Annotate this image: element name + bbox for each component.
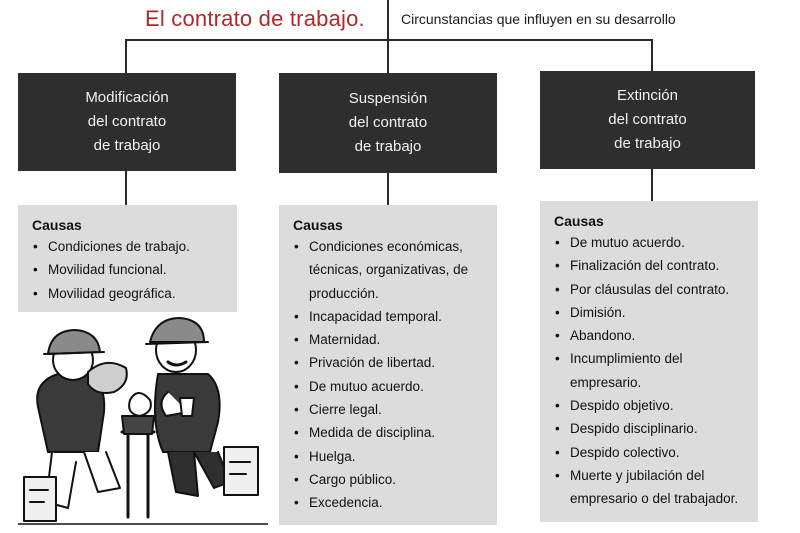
causes-label: Causas: [554, 213, 604, 229]
list-item: técnicas, organizativas, de: [309, 262, 469, 278]
connector-center: [387, 39, 389, 74]
list-item: • De mutuo acuerdo.: [293, 375, 489, 398]
list-item: • Huelga.: [293, 445, 489, 468]
heading-suspension: [279, 73, 497, 173]
heading-modificacion: [18, 73, 236, 171]
list-item: • Movilidad funcional.: [32, 258, 229, 281]
diagram-title: El contrato de trabajo.: [145, 6, 365, 31]
heading-line: del contrato: [348, 114, 428, 131]
heading-line: Extinción: [617, 87, 678, 104]
heading-line: de trabajo: [354, 138, 422, 155]
workers-illustration: [18, 312, 268, 527]
diagram-subtitle: Circunstancias que influyen en su desarrollo: [401, 11, 676, 27]
list-item: producción.: [309, 285, 379, 301]
list-item: • Incapacidad temporal.: [293, 305, 489, 328]
connector-left: [125, 39, 127, 74]
heading-line: de trabajo: [93, 137, 161, 154]
list-item: • Abandono.: [554, 324, 750, 347]
connector-right-down: [651, 168, 653, 202]
list-item: • Medida de disciplina.: [293, 421, 489, 444]
causes-panel-suspension: [279, 205, 497, 525]
list-item: • Cargo público.: [293, 468, 489, 491]
list-item: • Despido disciplinario.: [554, 417, 750, 440]
list-item: empresario o del trabajador.: [570, 491, 739, 507]
list-item: • Condiciones de trabajo.: [32, 235, 229, 258]
list-item: • Dimisión.: [554, 301, 750, 324]
list-item: • Excedencia.: [293, 491, 489, 514]
causes-list: [32, 235, 229, 305]
causes-list: [554, 231, 750, 511]
heading-line: de trabajo: [614, 135, 681, 152]
list-item: • Movilidad geográfica.: [32, 282, 229, 305]
list-item: • De mutuo acuerdo.: [554, 231, 750, 254]
list-item: • Muerte y jubilación del: [554, 464, 750, 487]
list-item: • Maternidad.: [293, 328, 489, 351]
causes-label: Causas: [32, 217, 82, 233]
list-item: • Despido colectivo.: [554, 441, 750, 464]
connector-center-down: [387, 172, 389, 206]
connector-right: [651, 39, 653, 72]
list-item: empresario.: [570, 374, 642, 390]
heading-line: del contrato: [608, 111, 687, 128]
list-item: • Cierre legal.: [293, 398, 489, 421]
causes-panel-modificacion: [18, 205, 237, 315]
title-separator: [387, 0, 389, 40]
causes-list: [293, 235, 489, 515]
list-item: • Despido objetivo.: [554, 394, 750, 417]
list-item: • Incumplimiento del: [554, 347, 750, 370]
list-item: • Finalización del contrato.: [554, 254, 750, 277]
heading-extincion: [540, 71, 755, 169]
workers-cartoon-icon: [18, 312, 268, 527]
causes-panel-extincion: [540, 201, 758, 522]
causes-label: Causas: [293, 217, 343, 233]
heading-line: Suspensión: [348, 90, 428, 107]
heading-line: Modificación: [85, 89, 169, 106]
list-item: • Por cláusulas del contrato.: [554, 278, 750, 301]
heading-line: del contrato: [87, 113, 167, 130]
list-item: • Privación de libertad.: [293, 351, 489, 374]
connector-left-down: [125, 170, 127, 206]
list-item: • Condiciones económicas,: [293, 235, 489, 258]
